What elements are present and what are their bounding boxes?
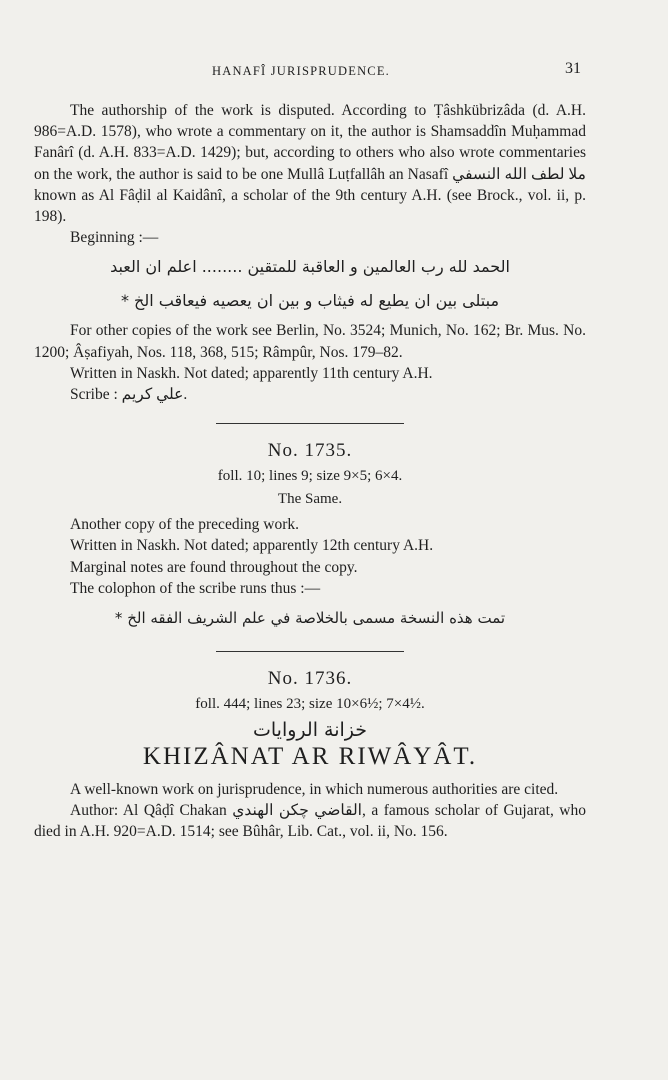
entry-details-1735: foll. 10; lines 9; size 9×5; 6×4. xyxy=(217,468,403,485)
authorship-paragraph: The authorship of the work is disputed. According to Ṭâshkübrizâda (d. A.H. 986=A.D. 1578), who wrote a commentary on it, the author is Shamsaddîn Muḥammad Fanârî (d. A.H. 833=A.D. 1429); but, according to others who also wrote commentaries on the work, the author is said to be one Mullâ Luṭfallâh an Nasafî ملا لطف الله النسفي known as Al Fâḍil al Kaidânî, a scholar of the 9th century A.H. (see Brock., vol. ii, p. 198). xyxy=(34,102,586,226)
entry-details-1736: foll. 444; lines 23; size 10×6½; 7×4½. xyxy=(195,696,425,713)
entry-1736-description: A well-known work on jurisprudence, in which numerous authorities are cited. xyxy=(70,781,559,799)
section-divider xyxy=(216,423,404,424)
page-number: 31 xyxy=(565,60,581,77)
entry-1735-line-2: Written in Naskh. Not dated; apparently 12th century A.H. xyxy=(70,537,434,555)
page-body xyxy=(34,100,586,843)
entry-1735-line-1: Another copy of the preceding work. xyxy=(70,516,299,534)
arabic-colophon: تمت هذه النسخة مسمى بالخلاصة في علم الشريف الفقه الخ * xyxy=(114,609,506,628)
entry-number-1735: No. 1735. xyxy=(267,440,353,462)
section-divider xyxy=(216,651,404,652)
entry-1735-line-4: The colophon of the scribe runs thus :— xyxy=(70,579,321,597)
arabic-beginning-line-2: مبتلى بين ان يطيع له فيثاب و بين ان يعصيه فيعاقب الخ * xyxy=(120,291,500,311)
entry-1735-line-3: Marginal notes are found throughout the copy. xyxy=(70,558,358,576)
page-header xyxy=(0,60,668,84)
arabic-beginning-line-1: الحمد لله رب العالمين و العاقبة للمتقين ........ اعلم ان العبد xyxy=(110,257,510,277)
beginning-label: Beginning :— xyxy=(70,229,159,247)
entry-subtitle-1735: The Same. xyxy=(277,491,343,508)
entry-1736-author: Author: Al Qâḍî Chakan القاضي چكن الهندي, a famous scholar of Gujarat, who died in A.H. 920=A.D. 1514; see Bûhâr, Lib. Cat., vol. ii, No. 156. xyxy=(34,802,586,841)
other-copies-paragraph: For other copies of the work see Berlin, No. 3524; Munich, No. 162; Br. Mus. No. 1200; Âṣafiyah, Nos. 118, 368, 515; Râmpûr, Nos. 179–82. xyxy=(34,322,586,361)
written-line: Written in Naskh. Not dated; apparently 11th century A.H. xyxy=(70,364,433,382)
entry-number-1736: No. 1736. xyxy=(267,668,353,690)
running-head: HANAFÎ JURISPRUDENCE. xyxy=(212,64,390,78)
arabic-title: خزانة الروايات xyxy=(253,719,367,742)
work-title: KHIZÂNAT AR RIWÂYÂT. xyxy=(142,743,478,771)
scribe-line: Scribe : علي كريم. xyxy=(70,386,188,404)
